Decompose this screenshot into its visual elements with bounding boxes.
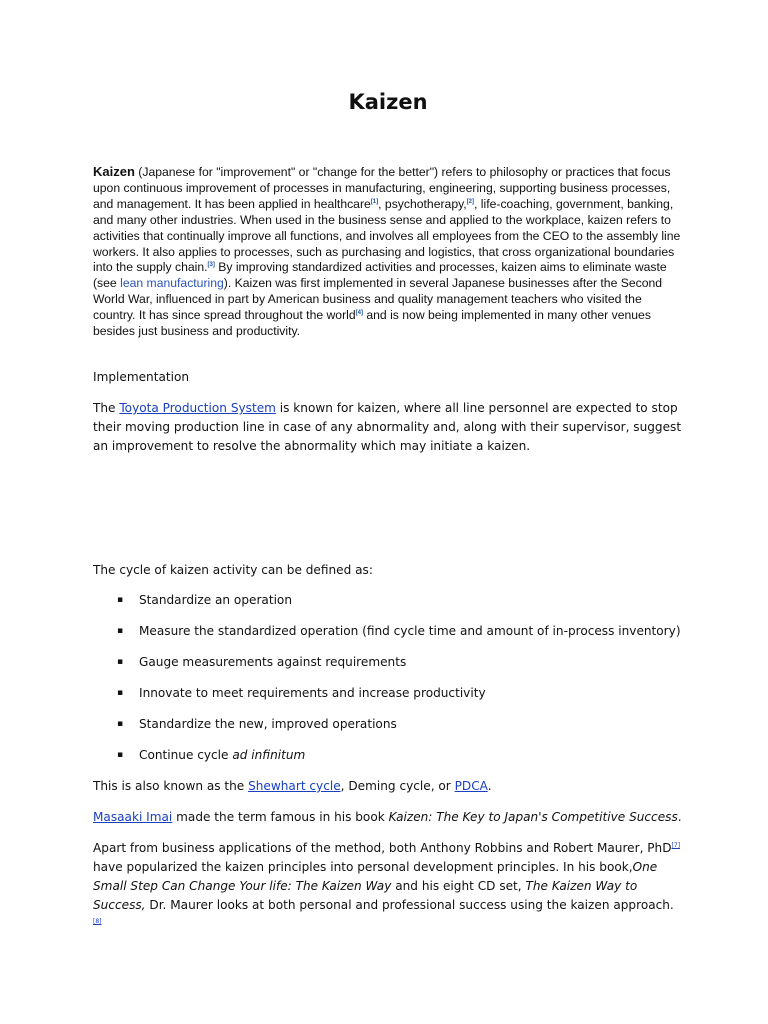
intro-term: Kaizen [93, 164, 135, 179]
imai-paragraph [93, 808, 683, 827]
bullet-icon: ▪ [117, 719, 124, 729]
pdca-link[interactable]: PDCA [454, 779, 488, 793]
toyota-production-system-link[interactable]: Toyota Production System [119, 401, 276, 415]
implementation-heading: Implementation [93, 370, 190, 384]
cycle-step-1: Standardize an operation [139, 593, 292, 607]
imai-book-title: Kaizen: The Key to Japan's Competitive Success [388, 810, 678, 824]
shewhart-paragraph [93, 777, 683, 796]
bullet-icon: ▪ [117, 595, 124, 605]
shewhart-cycle-link[interactable]: Shewhart cycle [248, 779, 341, 793]
cycle-intro: The cycle of kaizen activity can be defined as: [93, 563, 373, 577]
apart-book-2: The Kaizen Way to Success, [93, 879, 638, 912]
apart-text-4: Dr. Maurer looks at both personal and professional success using the kaizen approach. [145, 898, 674, 912]
lean-manufacturing-link[interactable]: lean manufacturing [120, 276, 224, 291]
bullet-icon: ▪ [117, 657, 124, 667]
apart-text-1: Apart from business applications of the method, both Anthony Robbins and Robert Maurer, PhD [93, 841, 672, 855]
citation-4[interactable]: [4] [355, 310, 363, 317]
citation-1[interactable]: [1] [370, 198, 379, 205]
apart-book-1: One Small Step Can Change Your life: The Kaizen Way [93, 860, 658, 893]
intro-text-3: , life-coaching, government, banking, and many other industries. When used in the business sense and applied to the workplace, kaizen refers to activities that continually improve all functions, and involves all employees from the CEO to the assembly line workers. It also applies to processes, such as purchasing and logistics, that cross organizational boundaries into the supply chain. [93, 196, 681, 275]
imai-text-1: made the term famous in his book [172, 810, 389, 824]
cycle-step-6-italic: ad infinitum [232, 748, 306, 762]
bullet-icon: ▪ [117, 750, 124, 760]
bullet-icon: ▪ [117, 688, 124, 698]
citation-3[interactable]: [3] [207, 262, 215, 269]
page-title: Kaizen [348, 90, 428, 114]
cycle-step-6-text: Continue cycle [139, 748, 233, 762]
cycle-step-2: Measure the standardized operation (find cycle time and amount of in-process inventory) [139, 624, 681, 638]
apart-text-2: have popularized the kaizen principles into personal development principles. In his book, [93, 860, 633, 874]
shewhart-text-3: . [487, 779, 492, 793]
implementation-text-1: The [93, 401, 120, 415]
shewhart-text-2: , Deming cycle, or [340, 779, 455, 793]
apart-text-3: and his eight CD set, [391, 879, 526, 893]
intro-text-1: (Japanese for "improvement" or "change for the better") refers to philosophy or practices that focus upon continuous improvement of processes in manufacturing, engineering, supporting business processes, and management. It has been applied in healthcare [93, 165, 671, 211]
intro-text-6: and is now being implemented in many other venues besides just business and productivity. [93, 308, 651, 339]
implementation-paragraph [93, 399, 683, 456]
cycle-step-3: Gauge measurements against requirements [139, 655, 407, 669]
implementation-text-2: is known for kaizen, where all line personnel are expected to stop their moving production line in case of any abnormality and, along with their supervisor, suggest an improvement to resolve the abnormality which may initiate a kaizen. [93, 401, 682, 453]
shewhart-text-1: This is also known as the [93, 779, 249, 793]
list-item [93, 715, 683, 746]
citation-2[interactable]: [2] [466, 198, 475, 205]
list-item [93, 622, 683, 653]
intro-text-5: ). Kaizen was first implemented in several Japanese businesses after the Second World War, influenced in part by American business and quality management teachers who visited the country. It has since spread throughout the world [93, 276, 663, 323]
apart-paragraph [93, 839, 683, 934]
citation-7[interactable]: [7] [671, 842, 681, 849]
list-item [93, 653, 683, 684]
list-item [93, 746, 683, 777]
intro-text-2: , psychotherapy, [378, 196, 467, 211]
list-item [93, 591, 683, 622]
cycle-step-5: Standardize the new, improved operations [139, 717, 397, 731]
cycle-step-6 [139, 746, 305, 765]
list-item [93, 684, 683, 715]
citation-8[interactable]: [8] [93, 918, 102, 925]
cycle-step-4: Innovate to meet requirements and increase productivity [139, 686, 486, 700]
imai-text-2: . [677, 810, 682, 824]
cycle-steps-list [93, 591, 683, 777]
intro-text-4: By improving standardized activities and processes, kaizen aims to eliminate waste (see [93, 260, 667, 291]
bullet-icon: ▪ [117, 626, 124, 636]
masaaki-imai-link[interactable]: Masaaki Imai [93, 810, 173, 824]
intro-paragraph [93, 164, 683, 340]
